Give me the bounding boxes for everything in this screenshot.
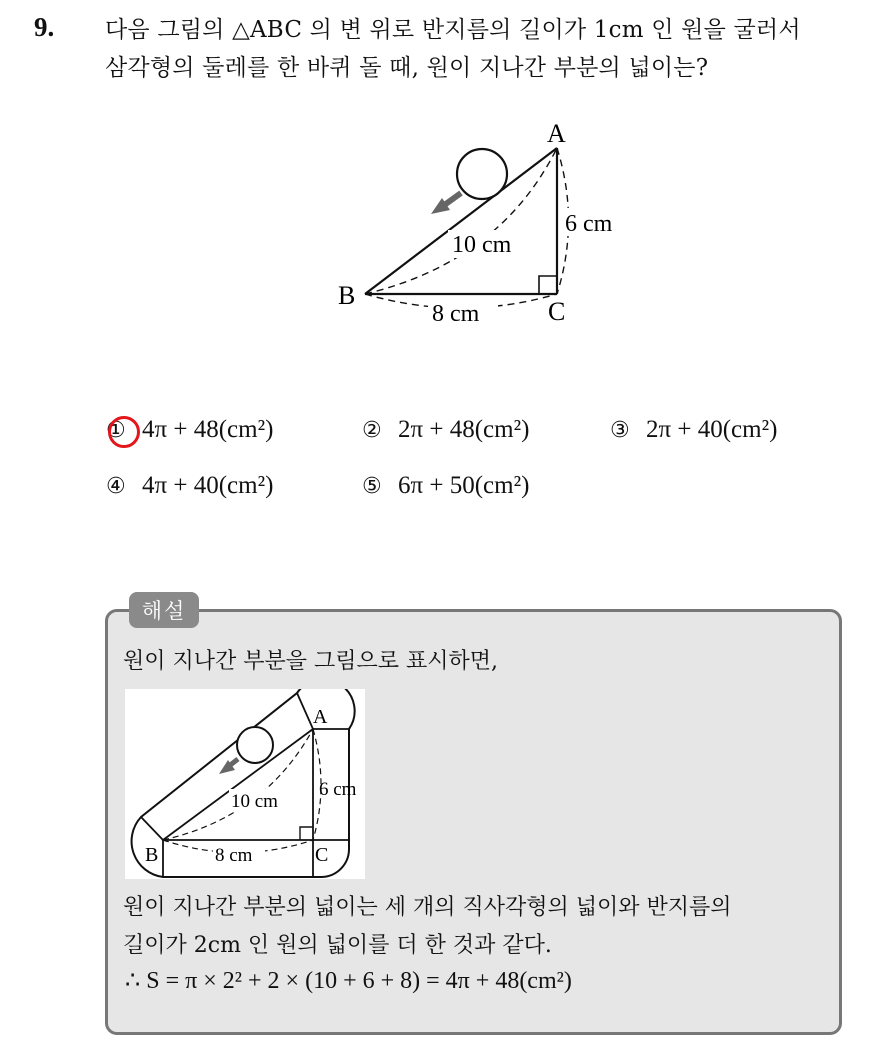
question-text <box>105 11 865 87</box>
solution-side-bc-length: 8 cm <box>215 845 253 866</box>
choice-5-mark: ⑤ <box>362 474 382 499</box>
choice-1-expr: 4π + 48(cm²) <box>142 416 274 443</box>
solution-body-line-2: 길이가 2cm 인 원의 넓이를 더 한 것과 같다. <box>123 933 552 958</box>
solution-formula: ∴ S = π × 2² + 2 × (10 + 6 + 8) = 4π + 48(cm²) <box>125 968 572 994</box>
vertex-b-label: B <box>338 281 356 310</box>
solution-vertex-a-label: A <box>313 706 328 728</box>
choice-2-mark: ② <box>362 418 382 443</box>
rolling-circle <box>457 149 507 199</box>
rolling-direction-arrow-icon <box>431 193 461 214</box>
vertex-a-label: A <box>547 119 566 148</box>
selected-answer-circle <box>108 416 140 448</box>
choice-2-expr: 2π + 48(cm²) <box>398 416 530 443</box>
choice-2[interactable] <box>362 416 529 444</box>
solution-vertex-b-label: B <box>145 844 159 866</box>
choice-4-mark: ④ <box>106 474 126 499</box>
vertex-c-label: C <box>548 297 566 326</box>
solution-body-line-1: 원이 지나간 부분의 넓이는 세 개의 직사각형의 넓이와 반지름의 <box>123 895 732 920</box>
side-ac-length: 6 cm <box>565 211 613 237</box>
solution-figure <box>125 689 365 879</box>
question-line-1: 다음 그림의 △ABC 의 변 위로 반지름의 길이가 1cm 인 원을 굴러서 <box>105 17 801 43</box>
side-ab-length: 10 cm <box>452 232 512 258</box>
question-number: 9. <box>34 12 55 42</box>
choice-1-mark: ① <box>106 418 126 443</box>
question-line-2: 삼각형의 둘레를 한 바퀴 돌 때, 원이 지나간 부분의 넓이는? <box>105 55 709 81</box>
solution-intro: 원이 지나간 부분을 그림으로 표시하면, <box>123 649 498 674</box>
choice-4[interactable] <box>106 472 273 500</box>
choice-3-mark: ③ <box>610 418 630 443</box>
choice-3-expr: 2π + 40(cm²) <box>646 416 778 443</box>
choice-5-expr: 6π + 50(cm²) <box>398 472 530 499</box>
solution-rolling-circle <box>237 727 273 763</box>
choice-1[interactable] <box>106 416 273 444</box>
choice-3[interactable] <box>610 416 777 444</box>
solution-vertex-c-label: C <box>315 844 329 866</box>
choice-4-expr: 4π + 40(cm²) <box>142 472 274 499</box>
side-bc-length: 8 cm <box>432 301 480 327</box>
triangle-figure <box>330 112 630 327</box>
solution-body <box>123 889 732 965</box>
solution-side-ab-length: 10 cm <box>231 791 278 812</box>
right-angle-mark <box>539 276 557 294</box>
solution-tag: 해설 <box>129 592 199 628</box>
choice-5[interactable] <box>362 472 529 500</box>
solution-side-ac-length: 6 cm <box>319 779 357 800</box>
